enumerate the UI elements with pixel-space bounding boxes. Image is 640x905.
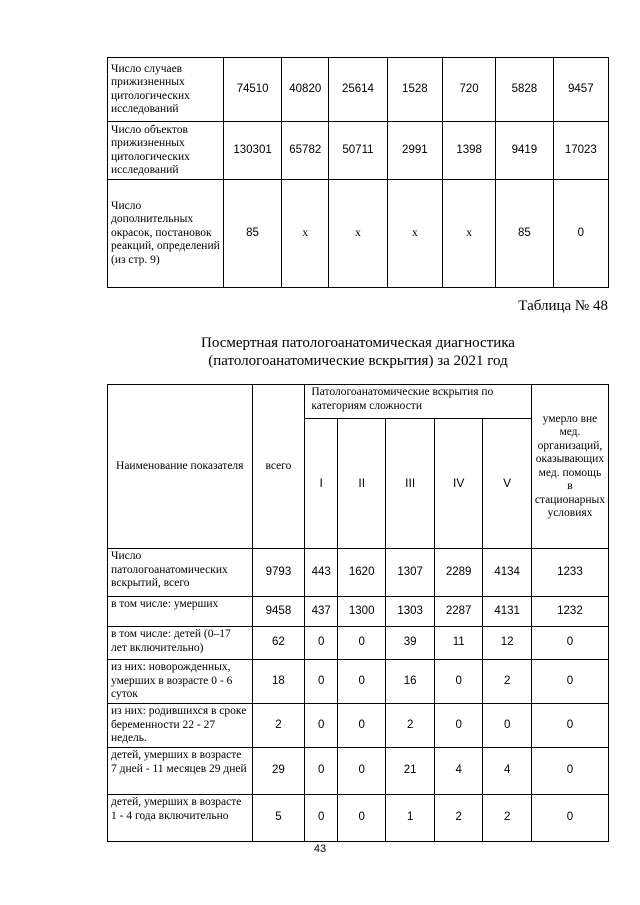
table-cell: 1620 — [337, 549, 385, 597]
table-cell: 85 — [496, 180, 553, 288]
table-cell: 4 — [483, 748, 531, 795]
table-cell: 1 — [386, 795, 434, 842]
table-cell: 18 — [252, 660, 305, 704]
table-cell: 29 — [252, 748, 305, 795]
table-cell: 0 — [553, 180, 608, 288]
row-label: из них: родившихся в сроке беременности 22 - 27 недель. — [108, 704, 253, 748]
table-row — [108, 748, 609, 795]
table-cell: 0 — [337, 627, 385, 660]
row-label: Число патологоанатомических вскрытий, всего — [108, 549, 253, 597]
table-cell: x — [387, 180, 442, 288]
table-cell: 25614 — [329, 58, 387, 122]
table-title — [107, 334, 609, 370]
table-cell: x — [329, 180, 387, 288]
table-title-line-1: Посмертная патологоанатомическая диагностика — [201, 335, 515, 351]
table-cell: 0 — [531, 704, 608, 748]
table-cell: 16 — [386, 660, 434, 704]
table-cell: 0 — [531, 660, 608, 704]
table-cell: 4 — [434, 748, 482, 795]
table-cell: 17023 — [553, 122, 608, 180]
table-cell: 65782 — [282, 122, 329, 180]
table-cell: 5828 — [496, 58, 553, 122]
table-row — [108, 180, 609, 288]
row-label: в том числе: умерших — [108, 597, 253, 627]
table-row — [108, 549, 609, 597]
table-cell: 1233 — [531, 549, 608, 597]
table-cell: 74510 — [223, 58, 281, 122]
table-cell: 2 — [252, 704, 305, 748]
table-row — [108, 704, 609, 748]
table-cell: 12 — [483, 627, 531, 660]
table-cell: x — [282, 180, 329, 288]
table-cell: 62 — [252, 627, 305, 660]
table-row — [108, 122, 609, 180]
table-cell: 0 — [434, 704, 482, 748]
table-cell: 4131 — [483, 597, 531, 627]
header-category-5: V — [483, 419, 531, 549]
table-cell: 11 — [434, 627, 482, 660]
row-label: из них: новорожденных, умерших в возрасте 0 - 6 суток — [108, 660, 253, 704]
table-cell: 0 — [337, 748, 385, 795]
table-row — [108, 660, 609, 704]
table-cell: 2 — [483, 795, 531, 842]
header-category-3: III — [386, 419, 434, 549]
table-row — [108, 58, 609, 122]
table-cell: 0 — [531, 748, 608, 795]
header-total: всего — [252, 385, 305, 549]
table-cell: 21 — [386, 748, 434, 795]
table-cell: 0 — [305, 627, 338, 660]
row-label: в том числе: детей (0–17 лет включительно) — [108, 627, 253, 660]
table-cell: x — [443, 180, 496, 288]
table-cell: 39 — [386, 627, 434, 660]
table-cell: 50711 — [329, 122, 387, 180]
table-cell: 0 — [531, 627, 608, 660]
table-cell: 40820 — [282, 58, 329, 122]
table-cell: 0 — [483, 704, 531, 748]
header-outside-hospital: умерло вне мед. организаций, оказывающих мед. помощь в стационарных условиях — [531, 385, 608, 549]
table-cell: 2 — [434, 795, 482, 842]
table-cell: 1307 — [386, 549, 434, 597]
table-cell: 2 — [483, 660, 531, 704]
row-label: Число дополнительных окрасок, постановок реакций, определений (из стр. 9) — [108, 180, 224, 288]
table-cell: 85 — [223, 180, 281, 288]
table-cell: 0 — [337, 704, 385, 748]
header-indicator-name: Наименование показателя — [108, 385, 253, 549]
row-label: детей, умерших в возрасте 1 - 4 года включительно — [108, 795, 253, 842]
table-cell: 1528 — [387, 58, 442, 122]
row-label: детей, умерших в возрасте 7 дней - 11 месяцев 29 дней — [108, 748, 253, 795]
header-category-2: II — [337, 419, 385, 549]
table-cell: 9457 — [553, 58, 608, 122]
table-cell: 0 — [305, 795, 338, 842]
row-label: Число объектов прижизненных цитологических исследований — [108, 122, 224, 180]
header-complexity-group: Патологоанатомические вскрытия по категориям сложности — [305, 385, 532, 419]
header-category-4: IV — [434, 419, 482, 549]
table-cell: 0 — [305, 660, 338, 704]
table-cell: 437 — [305, 597, 338, 627]
table-cell: 0 — [305, 704, 338, 748]
table-cell: 0 — [531, 795, 608, 842]
table-row — [108, 627, 609, 660]
table-cell: 5 — [252, 795, 305, 842]
table-cell: 1232 — [531, 597, 608, 627]
table-cell: 9793 — [252, 549, 305, 597]
header-category-1: I — [305, 419, 338, 549]
table-cell: 2991 — [387, 122, 442, 180]
cytology-table — [107, 57, 609, 288]
table-cell: 0 — [305, 748, 338, 795]
table-number: Таблица № 48 — [518, 298, 608, 314]
table-cell: 1303 — [386, 597, 434, 627]
table-cell: 1398 — [443, 122, 496, 180]
table-cell: 0 — [337, 795, 385, 842]
row-label: Число случаев прижизненных цитологических исследований — [108, 58, 224, 122]
autopsy-table — [107, 384, 609, 842]
table-cell: 720 — [443, 58, 496, 122]
table-cell: 0 — [434, 660, 482, 704]
table-row — [108, 795, 609, 842]
table-cell: 2287 — [434, 597, 482, 627]
table-cell: 9419 — [496, 122, 553, 180]
page-number: 43 — [313, 843, 327, 855]
table-cell: 1300 — [337, 597, 385, 627]
table-cell: 4134 — [483, 549, 531, 597]
table-cell: 2289 — [434, 549, 482, 597]
table-cell: 0 — [337, 660, 385, 704]
table-row — [108, 597, 609, 627]
table-cell: 443 — [305, 549, 338, 597]
table-title-line-2: (патологоанатомические вскрытия) за 2021 год — [208, 353, 508, 369]
table-cell: 130301 — [223, 122, 281, 180]
table-cell: 9458 — [252, 597, 305, 627]
table-cell: 2 — [386, 704, 434, 748]
